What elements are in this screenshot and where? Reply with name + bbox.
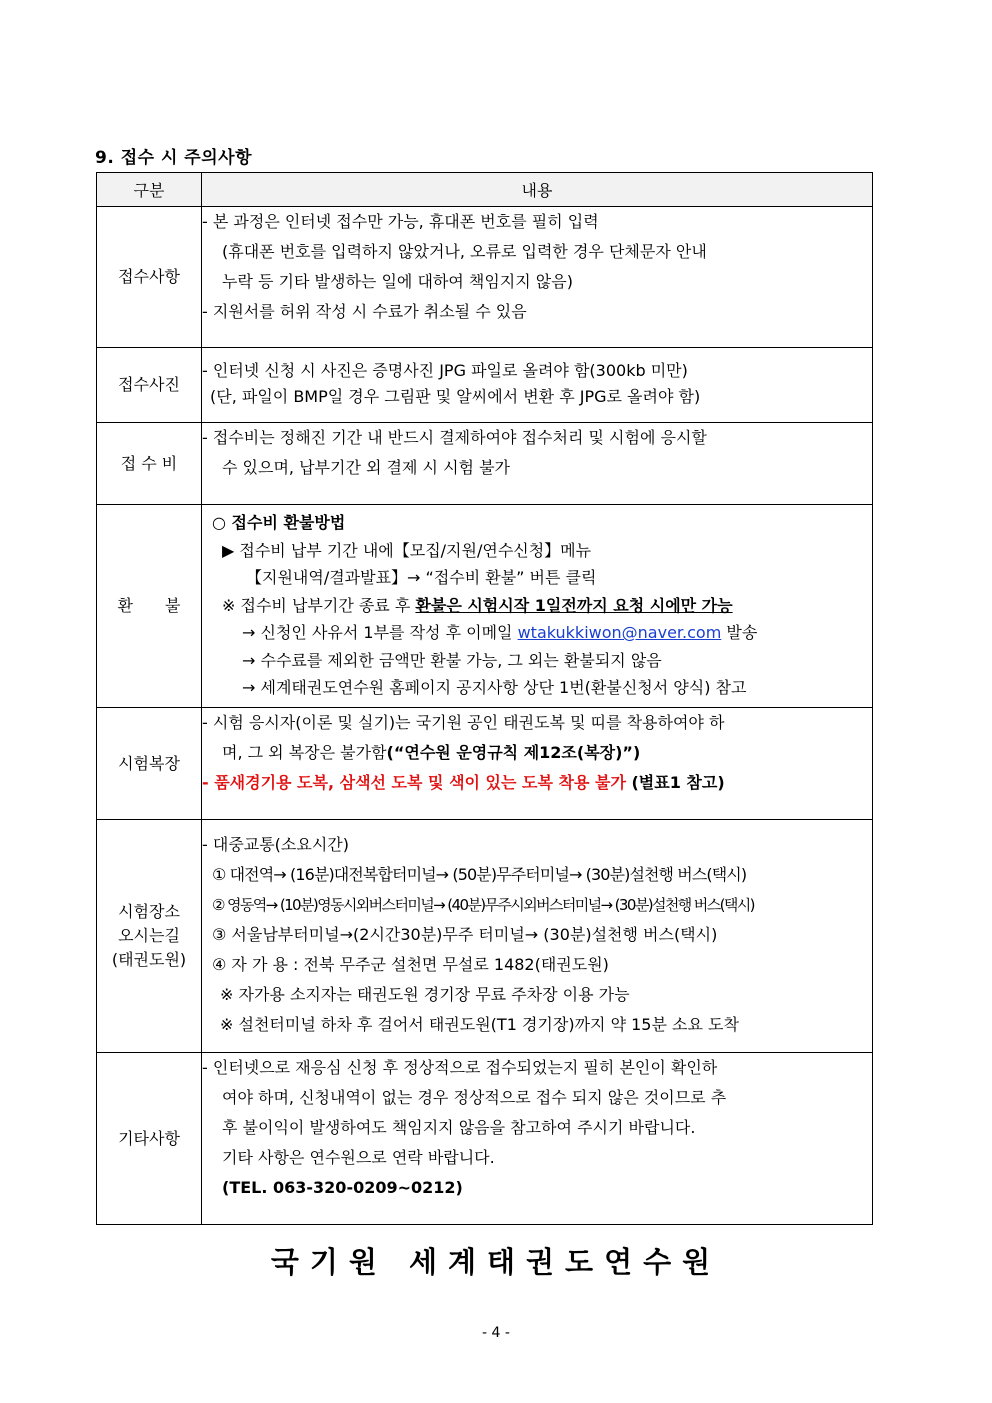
content-line: - 지원서를 허위 작성 시 수료가 취소될 수 있음: [202, 302, 527, 321]
attire-rule-ref: (“연수원 운영규칙 제12조(복장)”): [386, 743, 641, 762]
route-item: ④ 자 가 용 : 전북 무주군 설천면 무설로 1482(태권도원): [212, 955, 609, 974]
page-number: - 4 -: [482, 1325, 510, 1341]
attire-appendix-ref: (별표1 참고): [625, 773, 725, 792]
content-line: - 대중교통(소요시간): [202, 835, 349, 854]
row-content-fee: [202, 423, 873, 505]
category-line: 오시는길: [118, 926, 180, 945]
contact-phone: (TEL. 063-320-0209~0212): [222, 1178, 463, 1197]
route-item: ② 영동역→ (10분)영동시외버스터미널→ (40분)무주시외버스터미널→ (30분)설천행 버스(택시): [212, 896, 754, 914]
header-content: 내용: [202, 173, 873, 207]
content-line: ※ 자가용 소지자는 태권도원 경기장 무료 주차장 이용 가능: [220, 985, 630, 1004]
table-row: [97, 348, 873, 423]
notice-table: [96, 172, 873, 1225]
organization-name: 국기원 세계태권도연수원: [270, 1245, 722, 1279]
content-line: 후 불이익이 발생하여도 책임지지 않음을 참고하여 주시기 바랍니다.: [222, 1118, 696, 1137]
content-line: ※ 설천터미널 하차 후 걸어서 태권도원(T1 경기장)까지 약 15분 소요 도착: [220, 1015, 739, 1034]
row-content-other: [202, 1053, 873, 1225]
note-emphasis: 환불은 시험시작 1일전까지 요청 시에만 가능: [415, 595, 733, 615]
table-row: [97, 1053, 873, 1225]
attire-restriction: - 품새경기용 도복, 삼색선 도복 및 색이 있는 도복 착용 불가: [202, 773, 626, 792]
header-category: 구분: [97, 173, 202, 207]
row-category-refund: 환 불: [97, 505, 202, 708]
row-content-location: [202, 820, 873, 1053]
table-row: [97, 505, 873, 708]
email-prefix: → 신청인 사유서 1부를 작성 후 이메일: [242, 623, 518, 642]
table-header-row: [97, 173, 873, 207]
content-line: - 접수비는 정해진 기간 내 반드시 결제하여야 접수처리 및 시험에 응시할: [202, 428, 707, 447]
table-row: [97, 207, 873, 348]
category-line: 시험장소: [118, 902, 180, 921]
content-line: → 세계태권도연수원 홈페이지 공지사항 상단 1번(환불신청서 양식) 참고: [242, 678, 747, 697]
email-link[interactable]: wtakukkiwon@naver.com: [517, 623, 722, 642]
row-content-refund: [202, 505, 873, 708]
row-category-location: [97, 820, 202, 1053]
route-item: ③ 서울남부터미널→(2시간30분)무주 터미널→ (30분)설천행 버스(택시): [212, 925, 718, 944]
refund-email-line: [202, 619, 872, 647]
refund-heading: ○ 접수비 환불방법: [212, 513, 346, 532]
row-content-attire: [202, 708, 873, 820]
content-line: - 시험 응시자(이론 및 실기)는 국기원 공인 태권도복 및 띠를 착용하여야 하: [202, 713, 725, 732]
content-line: 여야 하며, 신청내역이 없는 경우 정상적으로 접수 되지 않은 것이므로 추: [222, 1088, 727, 1107]
content-line: ▶ 접수비 납부 기간 내에【모집/지원/연수신청】메뉴: [222, 540, 592, 560]
content-line: (단, 파일이 BMP일 경우 그림판 및 알씨에서 변환 후 JPG로 올려야 함): [210, 387, 701, 406]
row-content-reception: [202, 207, 873, 348]
table-row: [97, 820, 873, 1053]
note-prefix: ※ 접수비 납부기간 종료 후: [222, 595, 416, 615]
route-item: ① 대전역→ (16분)대전복합터미널→ (50분)무주터미널→ (30분)설천행 버스(택시): [212, 865, 747, 884]
content-line: - 본 과정은 인터넷 접수만 가능, 휴대폰 번호를 필히 입력: [202, 212, 599, 231]
content-line: 수 있으며, 납부기간 외 결제 시 시험 불가: [222, 458, 510, 477]
row-category-photo: 접수사진: [97, 348, 202, 423]
table-row: [97, 423, 873, 505]
content-line: 【지원내역/결과발표】→ “접수비 환불” 버튼 클릭: [246, 568, 597, 587]
refund-note: [202, 592, 872, 620]
attire-restriction-line: [202, 768, 872, 798]
content-line: 누락 등 기타 발생하는 일에 대하여 책임지지 않음): [222, 272, 573, 291]
content-line: - 인터넷으로 재응심 신청 후 정상적으로 접수되었는지 필히 본인이 확인하: [202, 1058, 718, 1077]
attire-rule-line: [202, 738, 872, 768]
content-line: 기타 사항은 연수원으로 연락 바랍니다.: [222, 1148, 495, 1167]
content-line: - 인터넷 신청 시 사진은 증명사진 JPG 파일로 올려야 함(300kb 미만): [202, 361, 688, 380]
category-line: (태권도원): [111, 950, 187, 969]
row-content-photo: [202, 348, 873, 423]
content-line: → 수수료를 제외한 금액만 환불 가능, 그 외는 환불되지 않음: [242, 650, 662, 670]
section-title: 9. 접수 시 주의사항: [95, 148, 252, 168]
content-line: (휴대폰 번호를 입력하지 않았거나, 오류로 입력한 경우 단체문자 안내: [222, 242, 707, 261]
row-category-other: 기타사항: [97, 1053, 202, 1225]
row-category-fee: 접 수 비: [97, 423, 202, 505]
row-category-reception: 접수사항: [97, 207, 202, 348]
email-suffix: 발송: [721, 623, 758, 642]
attire-rule-prefix: 며, 그 외 복장은 불가함: [222, 743, 387, 762]
table-row: [97, 708, 873, 820]
row-category-attire: 시험복장: [97, 708, 202, 820]
